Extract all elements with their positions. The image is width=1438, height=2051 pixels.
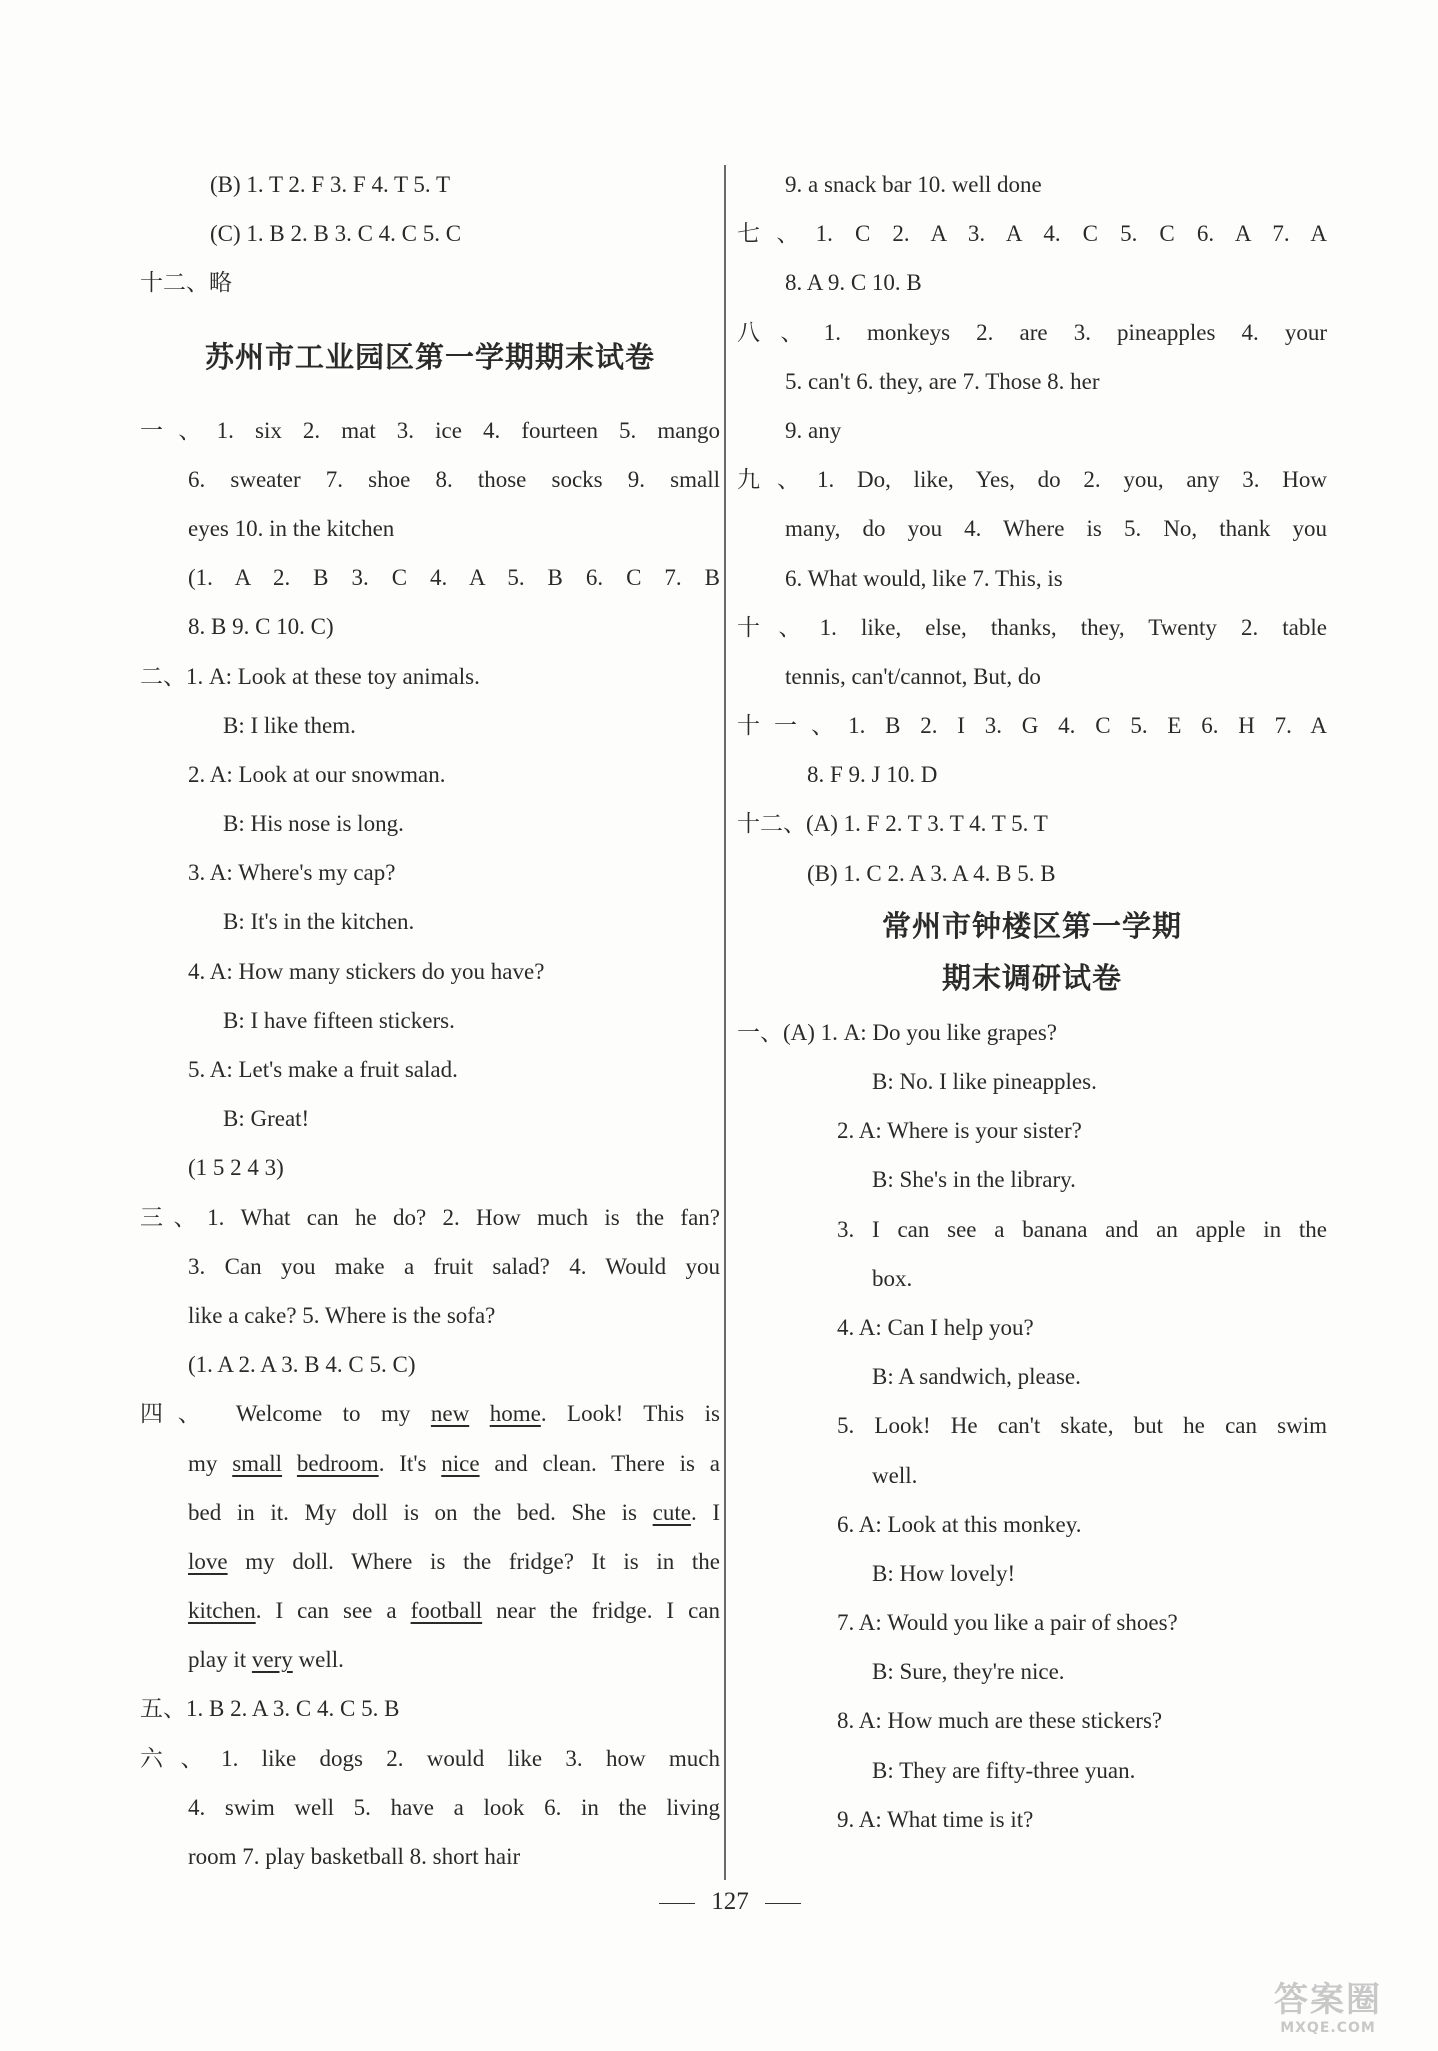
- answer-line: 三、1. What can he do? 2. How much is the fan?: [140, 1204, 720, 1230]
- text-segment: my doll. Where is the fridge? It is in the: [227, 1548, 720, 1574]
- answer-line: room 7. play basketball 8. short hair: [188, 1844, 521, 1869]
- answer-line: (B) 1. C 2. A 3. A 4. B 5. B: [807, 860, 1056, 886]
- text-segment: and clean. There is a: [479, 1450, 720, 1476]
- watermark-text: 答案圈: [1274, 1980, 1382, 2020]
- answer-line: 9. a snack bar 10. well done: [785, 172, 1042, 197]
- section-title-line: 苏州市工业园区第一学期期末试卷: [204, 341, 655, 374]
- answer-line: 五、1. B 2. A 3. C 4. C 5. B: [140, 1696, 400, 1722]
- text-segment: . It's: [378, 1450, 442, 1476]
- answer-line: [140, 1537, 720, 1586]
- answer-line: [140, 1488, 720, 1537]
- answer-line: 八、1. monkeys 2. are 3. pineapples 4. your: [737, 319, 1327, 345]
- answer-line: box.: [872, 1265, 913, 1291]
- answer-line: 十一、1. B 2. I 3. G 4. C 5. E 6. H 7. A: [737, 713, 1327, 739]
- answer-line: 九、1. Do, like, Yes, do 2. you, any 3. How: [737, 467, 1327, 493]
- left-column: [140, 160, 720, 1881]
- filled-blank-word: love: [188, 1548, 228, 1574]
- section-title: [140, 308, 720, 406]
- answer-line: 8. B 9. C 10. C): [188, 614, 334, 640]
- right-column: [737, 160, 1327, 1844]
- answer-line: 6. A: Look at this monkey.: [837, 1511, 1082, 1537]
- answer-line: tennis, can't/cannot, But, do: [785, 663, 1041, 689]
- section-title: [737, 898, 1327, 1008]
- filled-blank-word: home: [489, 1401, 541, 1427]
- column-divider: [724, 165, 726, 1880]
- answer-line: 二、1. A: Look at these toy animals.: [140, 663, 480, 689]
- answer-line: [140, 1635, 720, 1684]
- filled-blank-word: bedroom: [296, 1450, 379, 1476]
- answer-line: 4. swim well 5. have a look 6. in the living: [188, 1794, 720, 1820]
- filled-blank-word: very: [251, 1647, 293, 1673]
- answer-line: 十二、略: [140, 270, 232, 296]
- answer-line: 4. A: How many stickers do you have?: [188, 958, 545, 984]
- answer-line: 6. sweater 7. shoe 8. those socks 9. small: [188, 466, 720, 492]
- answer-line: 3. I can see a banana and an apple in the: [837, 1216, 1327, 1242]
- answer-line: B: Sure, they're nice.: [872, 1659, 1065, 1685]
- answer-line: 十、1. like, else, thanks, they, Twenty 2. table: [737, 614, 1327, 640]
- answer-line: 4. A: Can I help you?: [837, 1314, 1034, 1340]
- answer-line: [140, 1439, 720, 1488]
- answer-line: B: They are fifty-three yuan.: [872, 1757, 1136, 1783]
- answer-line: B: How lovely!: [872, 1560, 1016, 1586]
- answer-line: (1. A 2. B 3. C 4. A 5. B 6. C 7. B: [188, 565, 720, 591]
- text-segment: . I: [690, 1499, 720, 1525]
- answer-line: well.: [872, 1462, 918, 1488]
- filled-blank-word: kitchen: [188, 1598, 256, 1624]
- text-segment: near the fridge. I can: [482, 1598, 720, 1624]
- page-number-dash-right: [765, 1903, 801, 1905]
- answer-line: B: No. I like pineapples.: [872, 1069, 1097, 1094]
- answer-line: 8. F 9. J 10. D: [807, 762, 938, 788]
- watermark-url: MXQE.COM: [1280, 2020, 1376, 2036]
- page-number-dash-left: [659, 1903, 695, 1905]
- answer-line: 9. any: [785, 417, 842, 443]
- answer-line: (C) 1. B 2. B 3. C 4. C 5. C: [210, 221, 462, 247]
- text-segment: my: [188, 1450, 233, 1476]
- answer-line: (1. A 2. A 3. B 4. C 5. C): [188, 1352, 416, 1378]
- page-number-text: 127: [711, 1888, 749, 1915]
- answer-line: 7. A: Would you like a pair of shoes?: [837, 1610, 1178, 1636]
- answer-line: 十二、(A) 1. F 2. T 3. T 4. T 5. T: [737, 811, 1048, 837]
- text-segment: play it: [188, 1647, 252, 1673]
- answer-line: 8. A: How much are these stickers?: [837, 1708, 1163, 1734]
- text-segment: [282, 1451, 297, 1476]
- answer-line: 3. A: Where's my cap?: [188, 860, 396, 886]
- answer-line: many, do you 4. Where is 5. No, thank you: [785, 516, 1327, 542]
- text-segment: . I can see a: [255, 1598, 411, 1624]
- page-number: [640, 1880, 820, 1924]
- answer-line: 2. A: Look at our snowman.: [188, 761, 446, 787]
- filled-blank-word: cute: [652, 1499, 691, 1525]
- answer-line: B: She's in the library.: [872, 1167, 1076, 1193]
- answer-line: [140, 1586, 720, 1635]
- watermark-logo: [1238, 1981, 1418, 2041]
- answer-line: B: I have fifteen stickers.: [223, 1007, 455, 1033]
- text-segment: 四、 Welcome to my: [140, 1401, 431, 1427]
- answer-line: 3. Can you make a fruit salad? 4. Would you: [188, 1253, 720, 1279]
- filled-blank-word: football: [410, 1598, 483, 1624]
- text-segment: [469, 1401, 489, 1426]
- answer-line: 六、1. like dogs 2. would like 3. how much: [140, 1745, 720, 1771]
- answer-line: 七、1. C 2. A 3. A 4. C 5. C 6. A 7. A: [737, 221, 1327, 247]
- section-title-line: 期末调研试卷: [941, 962, 1122, 995]
- answer-line: B: Great!: [223, 1106, 310, 1132]
- filled-blank-word: nice: [441, 1450, 480, 1476]
- answer-line: like a cake? 5. Where is the sofa?: [188, 1302, 496, 1328]
- text-segment: bed in it. My doll is on the bed. She is: [188, 1499, 653, 1525]
- answer-line: 5. A: Let's make a fruit salad.: [188, 1057, 458, 1082]
- answer-line: B: His nose is long.: [223, 811, 404, 837]
- answer-line: 9. A: What time is it?: [837, 1806, 1034, 1832]
- filled-blank-word: small: [232, 1450, 283, 1476]
- section-title-line: 常州市钟楼区第一学期: [881, 910, 1182, 943]
- answer-line: 一、(A) 1. A: Do you like grapes?: [737, 1019, 1058, 1045]
- text-segment: well.: [292, 1647, 344, 1673]
- answer-line: (1 5 2 4 3): [188, 1155, 284, 1181]
- answer-line: 6. What would, like 7. This, is: [785, 565, 1063, 591]
- answer-line: 一、1. six 2. mat 3. ice 4. fourteen 5. mango: [140, 417, 720, 443]
- answer-line: (B) 1. T 2. F 3. F 4. T 5. T: [210, 172, 451, 197]
- answer-line: 5. Look! He can't skate, but he can swim: [837, 1413, 1327, 1439]
- answer-line: [140, 1389, 720, 1438]
- answer-line: 5. can't 6. they, are 7. Those 8. her: [785, 368, 1100, 394]
- answer-line: B: I like them.: [223, 712, 356, 738]
- answer-line: 2. A: Where is your sister?: [837, 1118, 1082, 1144]
- filled-blank-word: new: [430, 1401, 470, 1427]
- answer-line: B: A sandwich, please.: [872, 1364, 1081, 1390]
- answer-line: eyes 10. in the kitchen: [188, 515, 395, 541]
- answer-line: B: It's in the kitchen.: [223, 909, 415, 935]
- answer-line: 8. A 9. C 10. B: [785, 270, 922, 296]
- text-segment: . Look! This is: [540, 1401, 720, 1427]
